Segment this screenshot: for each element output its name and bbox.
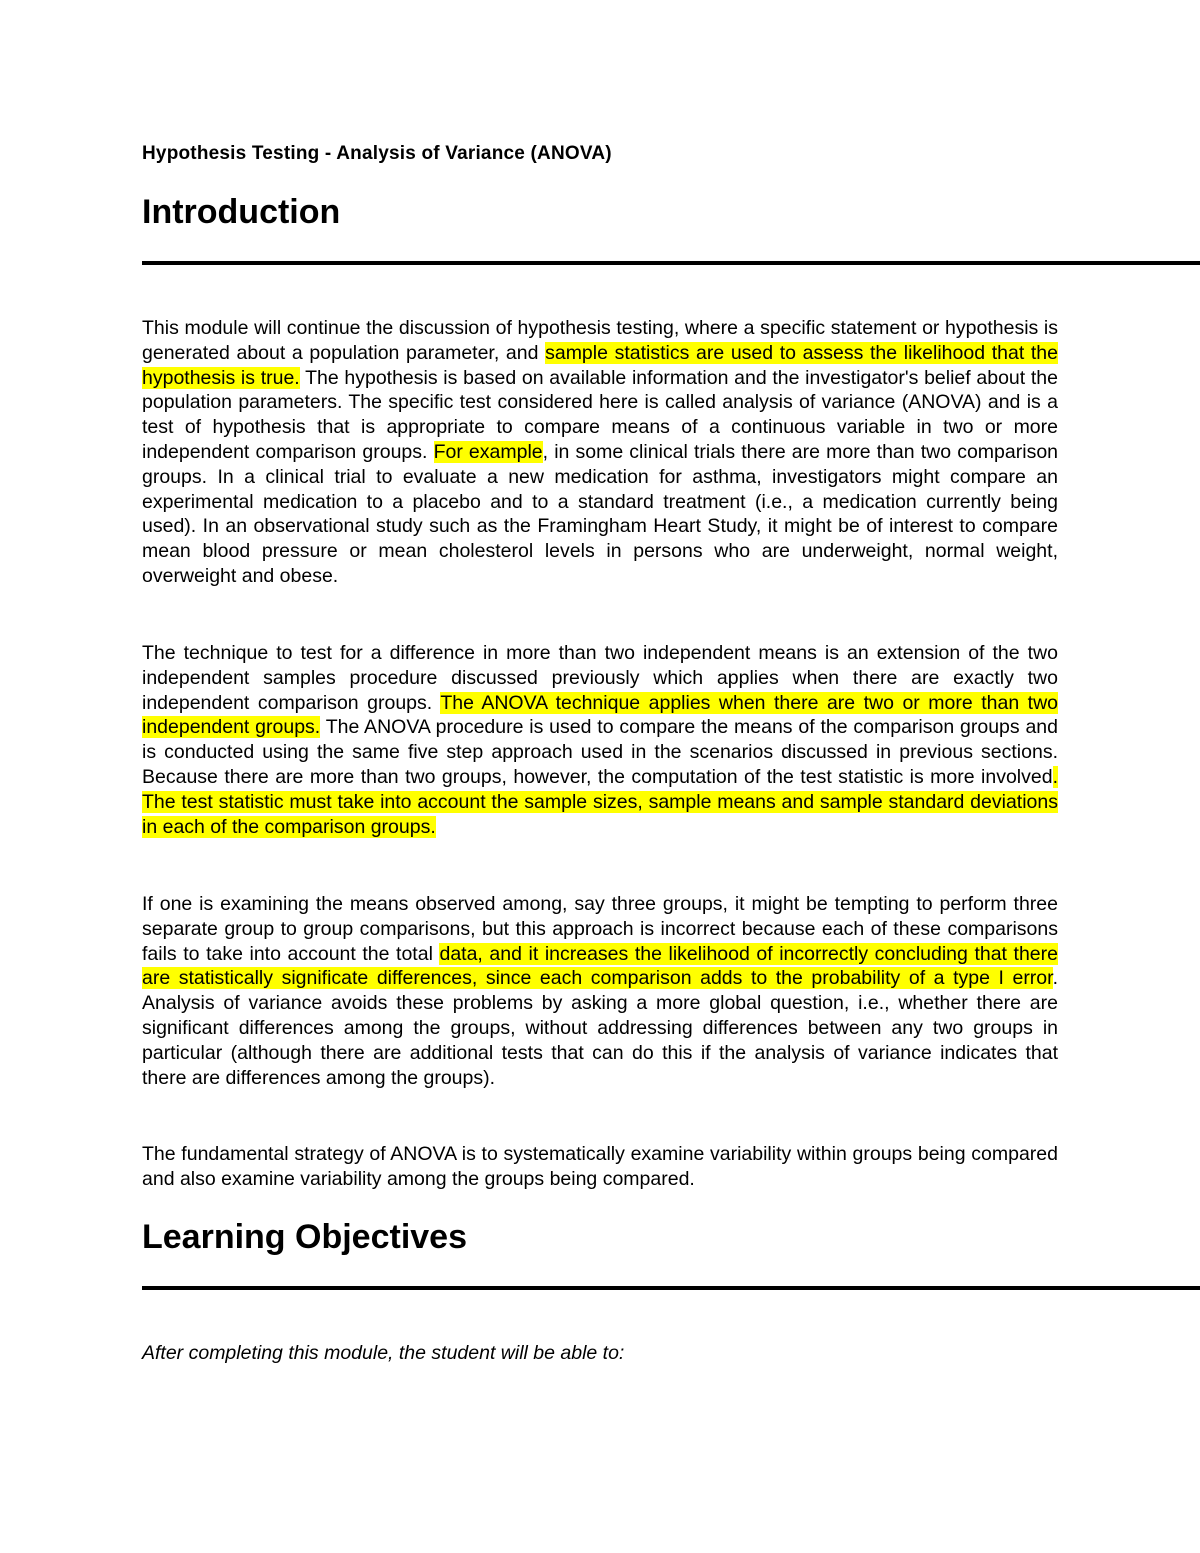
highlighted-text: . The test statistic must take into account the sample sizes, sample means and sample standard deviations in each of the comparison groups. — [142, 765, 1058, 838]
paragraph-text: The hypothesis is based on available information and the investigator's belief about the population parameters. The specific test considered here is called analysis of variance (ANOVA) and is a test of hypothesis that is appropriate to compare means of a continuous variable in two or more independent comparison groups. — [142, 366, 1058, 463]
paragraph — [142, 892, 1058, 1090]
highlighted-text: For example — [433, 440, 543, 463]
highlighted-text: The ANOVA technique applies when there are two or more than two independent groups. — [142, 691, 1058, 739]
paragraph-text: The technique to test for a difference in more than two independent means is an extension of the two independent samples procedure discussed previously which applies when there are exactly two independent comparison groups. — [142, 642, 1058, 714]
paragraph-text: If one is examining the means observed among, say three groups, it might be tempting to perform three separate group to group comparisons, but this approach is incorrect because each of these comparisons fails to take into account the total — [142, 893, 1058, 965]
highlighted-text: data, and it increases the likelihood of incorrectly concluding that there are statistically significate differences, since each comparison adds to the probability of a type I error — [142, 942, 1058, 990]
section-divider — [142, 1286, 1200, 1290]
highlighted-text: sample statistics are used to assess the likelihood that the hypothesis is true. — [142, 341, 1058, 389]
paragraph-text: The ANOVA procedure is used to compare the means of the comparison groups and is conducted using the same five step approach used in the scenarios discussed in previous sections. Because there are more than two groups, however, the computation of the test statistic is more involved — [142, 716, 1058, 788]
paragraph-text: This module will continue the discussion of hypothesis testing, where a specific statement or hypothesis is generated about a population parameter, and — [142, 317, 1058, 364]
paragraph — [142, 1142, 1058, 1192]
paragraph-text: , in some clinical trials there are more than two comparison groups. In a clinical trial to evaluate a new medication for asthma, investigators might compare an experimental medication to a placebo and to a standard treatment (i.e., a medication currently being used). In an observational study such as the Framingham Heart Study, it might be of interest to compare mean blood pressure or mean cholesterol levels in persons who are underweight, normal weight, overweight and obese. — [142, 440, 1059, 587]
section-heading-learning-objectives: Learning Objectives — [142, 1218, 467, 1256]
paragraph — [142, 316, 1058, 589]
section-divider — [142, 261, 1200, 265]
objectives-intro: After completing this module, the student will be able to: — [142, 1342, 625, 1364]
paragraph-text: The fundamental strategy of ANOVA is to systematically examine variability within groups being compared and also examine variability among the groups being compared. — [142, 1143, 1058, 1190]
document-title: Hypothesis Testing - Analysis of Variance (ANOVA) — [142, 143, 612, 164]
paragraph — [142, 641, 1058, 839]
paragraph-text: . Analysis of variance avoids these problems by asking a more global question, i.e., whether there are significant differences among the groups, without addressing differences between any two groups in particular (although there are additional tests that can do this if the analysis of variance indicates that there are differences among the groups). — [142, 967, 1058, 1089]
section-heading-introduction: Introduction — [142, 193, 341, 231]
